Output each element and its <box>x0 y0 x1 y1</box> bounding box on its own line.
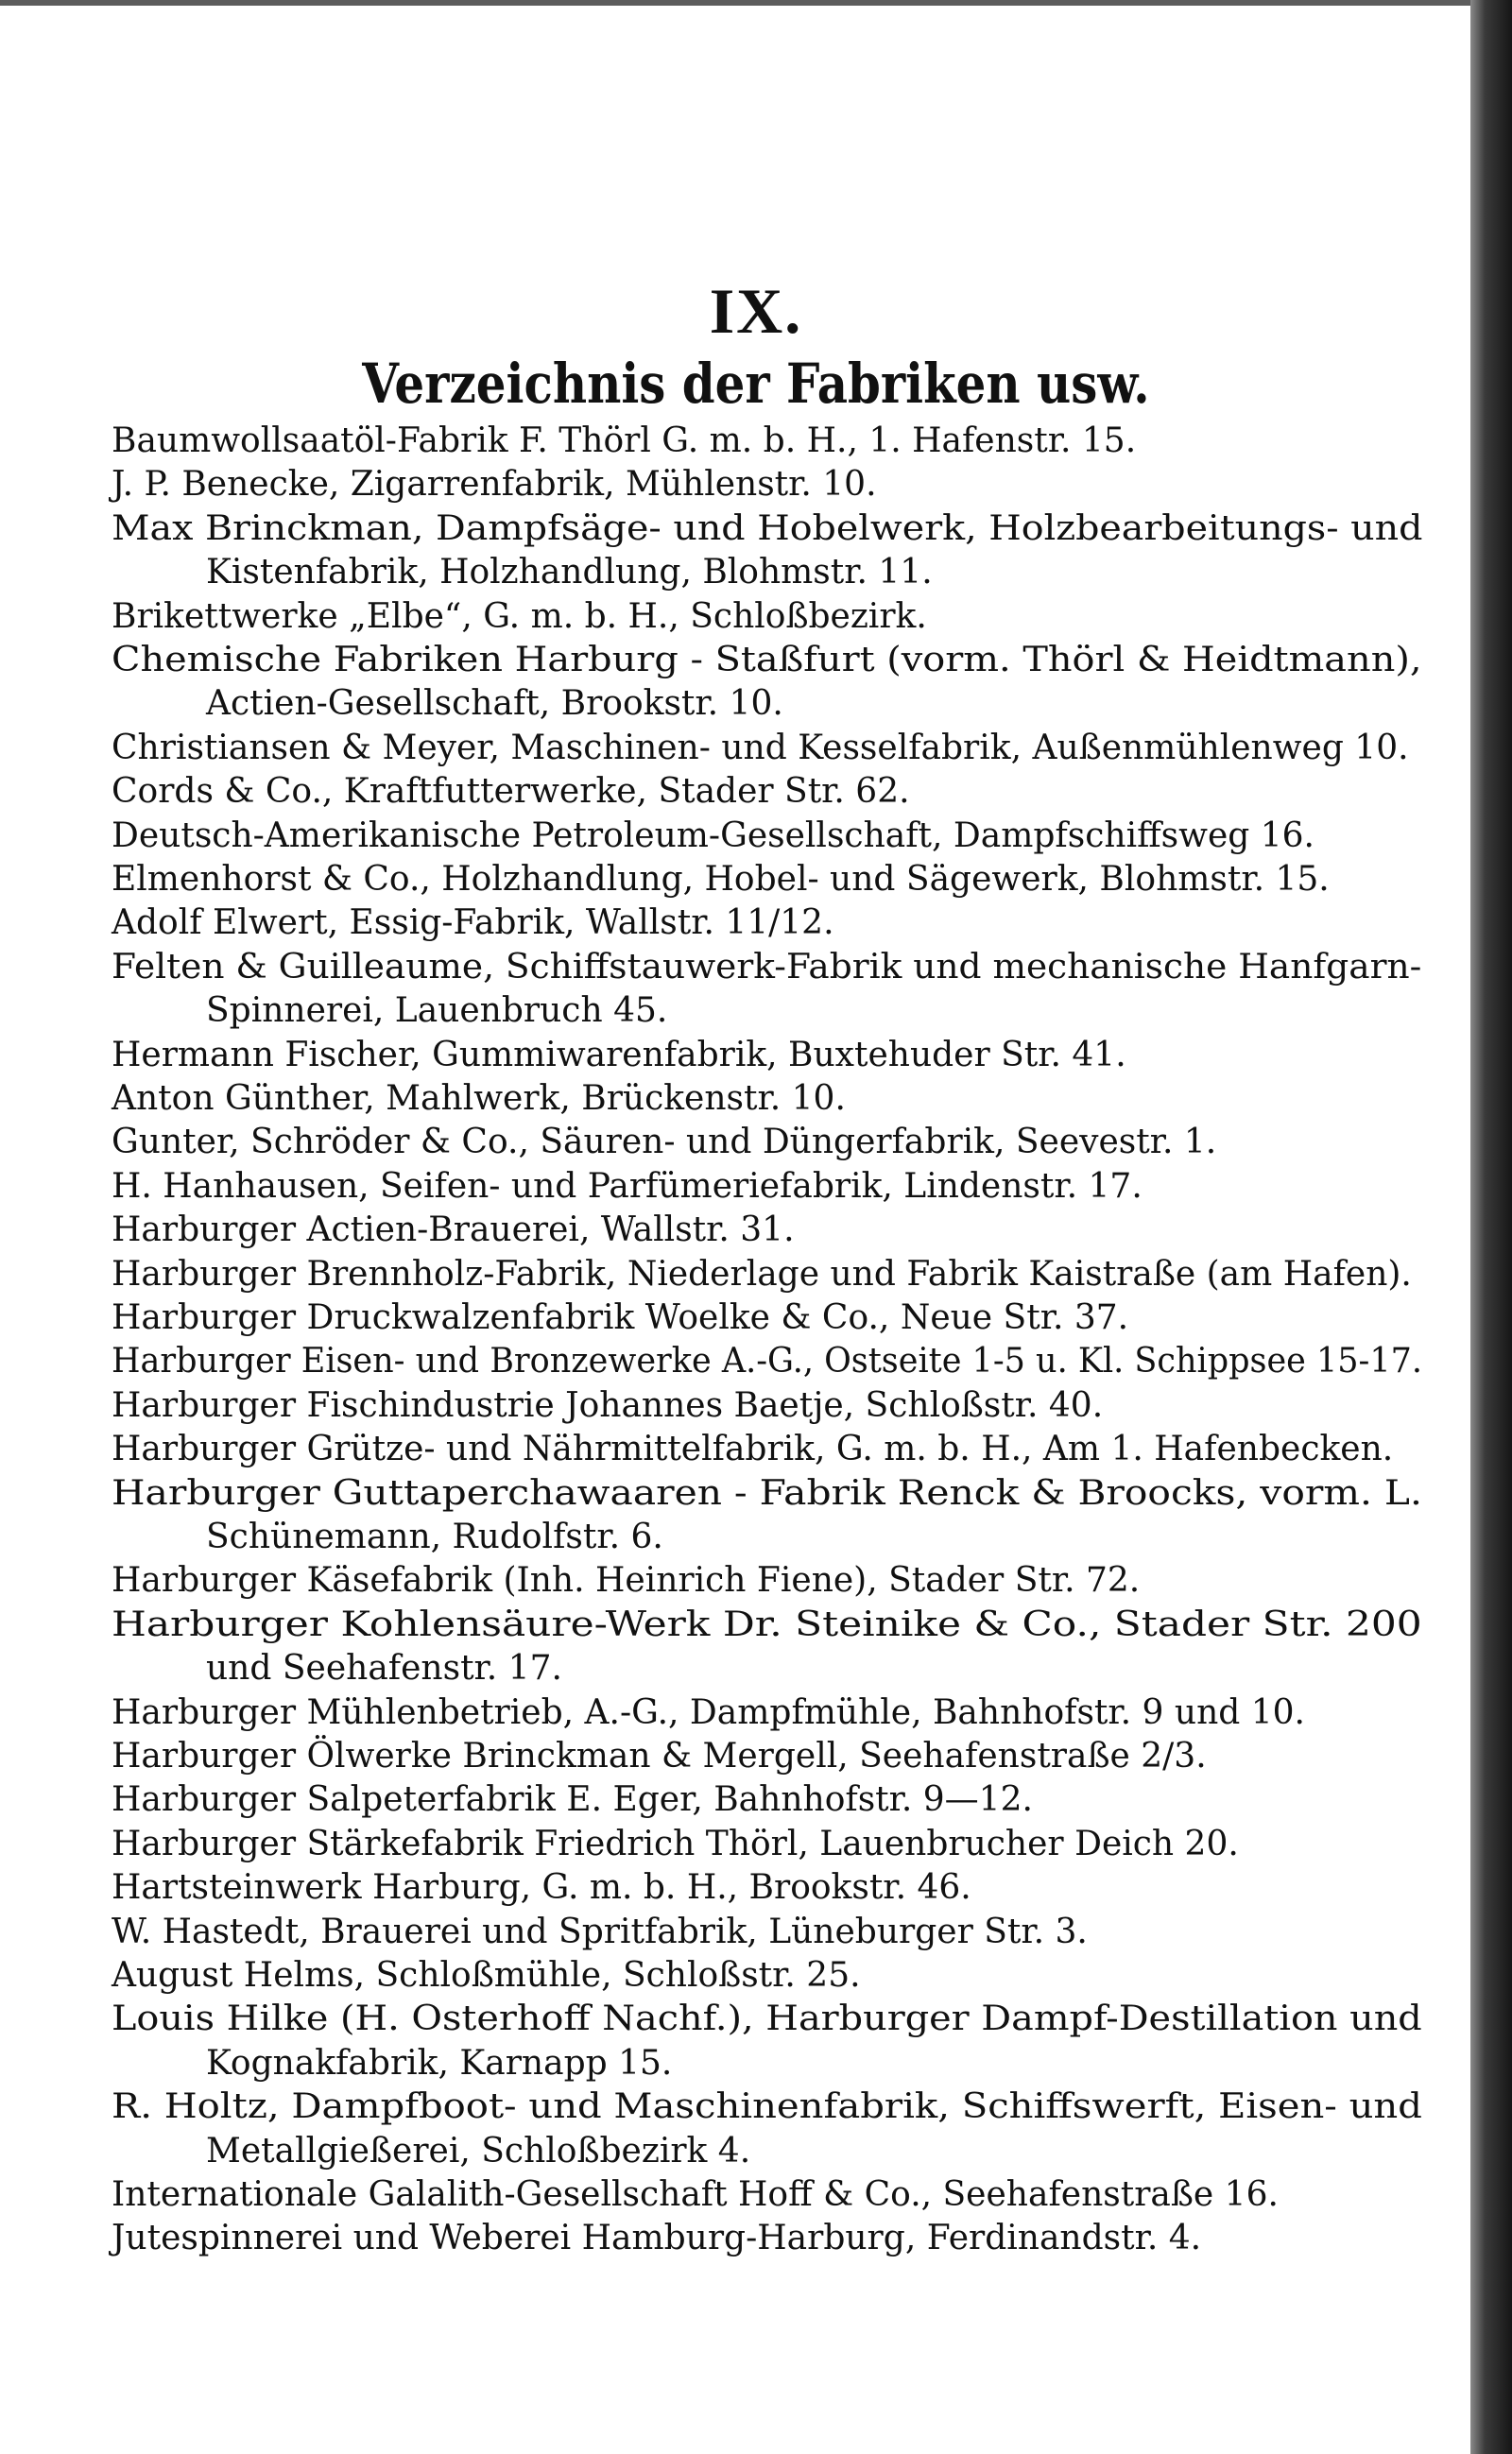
entry-continuation-line: Kognakfabrik, Karnapp 15. <box>206 2043 673 2083</box>
entry-line: Jutespinnerei und Weberei Hamburg-Harburg, Ferdinandstr. 4. <box>112 2219 1202 2258</box>
entry-line: Harburger Grütze- und Nährmittelfabrik, G. m. b. H., Am 1. Hafenbecken. <box>112 1430 1394 1469</box>
entry-line: Harburger Ölwerke Brinckman & Mergell, Seehafenstraße 2/3. <box>112 1737 1207 1776</box>
entry-line: Hermann Fischer, Gummiwarenfabrik, Buxtehuder Str. 41. <box>112 1035 1126 1074</box>
entry-line: Deutsch-Amerikanische Petroleum-Gesellschaft, Dampfschiffsweg 16. <box>112 815 1314 855</box>
entry-line: Hartsteinwerk Harburg, G. m. b. H., Brookstr. 46. <box>112 1868 971 1908</box>
entry-line: Harburger Actien-Brauerei, Wallstr. 31. <box>112 1210 795 1250</box>
entry-line: W. Hastedt, Brauerei und Spritfabrik, Lüneburger Str. 3. <box>112 1912 1088 1951</box>
entry-line: Chemische Fabriken Harburg - Staßfurt (vorm. Thörl & Heidtmann), <box>112 641 1422 679</box>
entry-line: Max Brinckman, Dampfsäge- und Hobelwerk, Holzbearbeitungs- und <box>112 508 1423 548</box>
section-numeral: IX. <box>709 275 803 347</box>
entry-line: Christiansen & Meyer, Maschinen- und Kesselfabrik, Außenmühlenweg 10. <box>112 728 1409 767</box>
entry-line: Harburger Guttaperchawaaren - Fabrik Renck & Broocks, vorm. L. <box>112 1473 1422 1513</box>
entry-continuation-line: Spinnerei, Lauenbruch 45. <box>206 991 668 1031</box>
entry-line: R. Holtz, Dampfboot- und Maschinenfabrik, Schiffswerft, Eisen- und <box>112 2087 1422 2127</box>
entry-line: Gunter, Schröder & Co., Säuren- und Düngerfabrik, Seevestr. 1. <box>112 1123 1217 1162</box>
entry-line: Harburger Druckwalzenfabrik Woelke & Co., Neue Str. 37. <box>112 1298 1129 1337</box>
entry-line: Harburger Brennholz-Fabrik, Niederlage und Fabrik Kaistraße (am Hafen). <box>112 1254 1412 1294</box>
entry-line: Anton Günther, Mahlwerk, Brückenstr. 10. <box>112 1079 846 1118</box>
entry-line: Cords & Co., Kraftfutterwerke, Stader Str. 62. <box>112 772 910 812</box>
entry-line: Harburger Kohlensäure-Werk Dr. Steinike & Co., Stader Str. 200 <box>112 1605 1422 1644</box>
entry-continuation-line: und Seehafenstr. 17. <box>206 1649 562 1689</box>
entry-line: H. Hanhausen, Seifen- und Parfümeriefabrik, Lindenstr. 17. <box>112 1166 1143 1206</box>
entry-continuation-line: Actien-Gesellschaft, Brookstr. 10. <box>206 684 783 724</box>
entry-line: Harburger Eisen- und Bronzewerke A.-G., Ostseite 1-5 u. Kl. Schippsee 15-17. <box>112 1342 1422 1381</box>
entry-line: Elmenhorst & Co., Holzhandlung, Hobel- und Sägewerk, Blohmstr. 15. <box>112 860 1330 899</box>
entry-line: Harburger Salpeterfabrik E. Eger, Bahnhofstr. 9—12. <box>112 1780 1033 1820</box>
entry-line: Baumwollsaatöl-Fabrik F. Thörl G. m. b. H., 1. Hafenstr. 15. <box>112 421 1137 460</box>
entry-line: Harburger Mühlenbetrieb, A.-G., Dampfmühle, Bahnhofstr. 9 und 10. <box>112 1692 1305 1732</box>
entry-line: Internationale Galalith-Gesellschaft Hoff & Co., Seehafenstraße 16. <box>112 2175 1279 2214</box>
entry-line: August Helms, Schloßmühle, Schloßstr. 25. <box>112 1956 861 1995</box>
entry-continuation-line: Schünemann, Rudolfstr. 6. <box>206 1518 663 1556</box>
book-binding-shadow <box>1470 0 1512 2454</box>
entry-line: Brikettwerke „Elbe“, G. m. b. H., Schloßbezirk. <box>112 596 927 636</box>
page-heading: Verzeichnis der Fabriken usw. <box>362 352 1150 416</box>
entry-continuation-line: Kistenfabrik, Holzhandlung, Blohmstr. 11. <box>206 553 933 592</box>
entry-line: Harburger Stärkefabrik Friedrich Thörl, Lauenbrucher Deich 20. <box>112 1824 1239 1863</box>
entry-line: J. P. Benecke, Zigarrenfabrik, Mühlenstr. 10. <box>112 465 877 505</box>
entry-line: Louis Hilke (H. Osterhoff Nachf.), Harburger Dampf-Destillation und <box>112 1999 1422 2039</box>
entry-line: Adolf Elwert, Essig-Fabrik, Wallstr. 11/12. <box>112 903 834 943</box>
entry-line: Felten & Guilleaume, Schiffstauwerk-Fabrik und mechanische Hanfgarn- <box>112 947 1422 987</box>
entry-line: Harburger Käsefabrik (Inh. Heinrich Fiene), Stader Str. 72. <box>112 1561 1141 1601</box>
entry-continuation-line: Metallgießerei, Schloßbezirk 4. <box>206 2131 751 2171</box>
entry-line: Harburger Fischindustrie Johannes Baetje, Schloßstr. 40. <box>112 1385 1104 1425</box>
